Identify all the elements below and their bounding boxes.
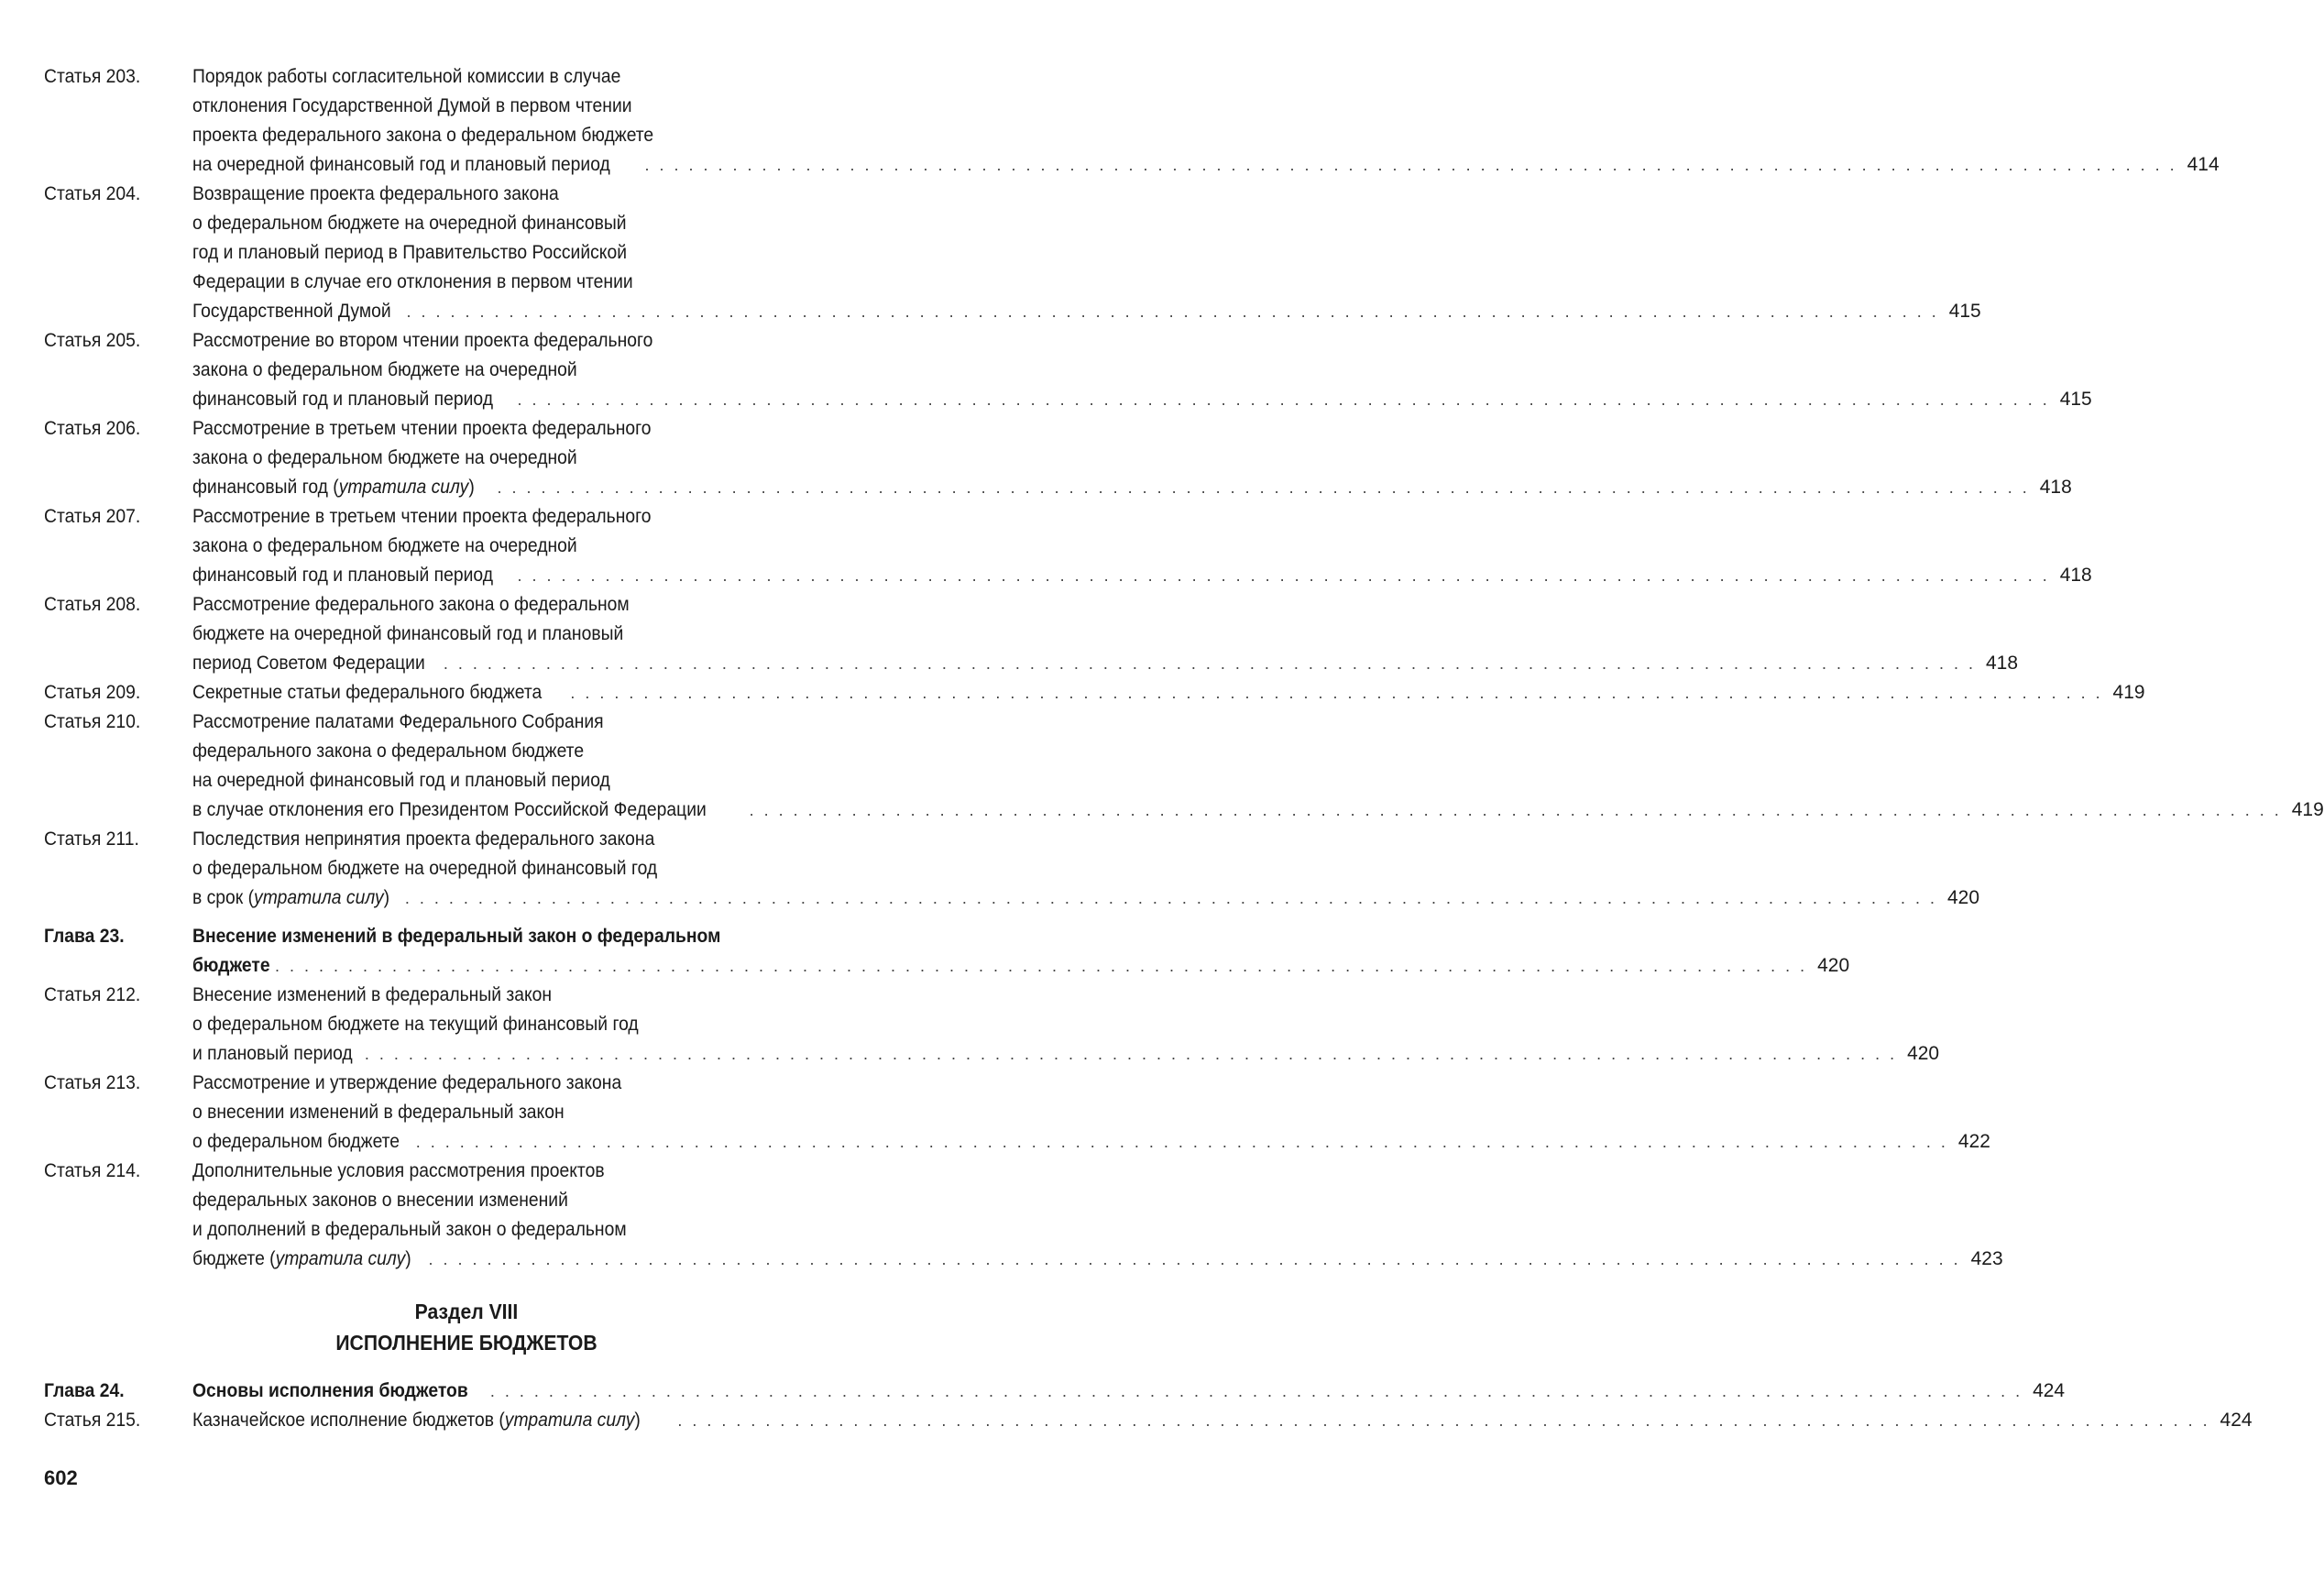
title-last-line: [192, 561, 2092, 590]
article-entry: [44, 981, 1940, 1069]
dot-leader: [672, 1406, 2215, 1435]
entry-label: Статья 203.: [44, 66, 141, 87]
title-text: финансовый год и плановый период: [192, 389, 493, 410]
chapter-entry: [44, 922, 1850, 981]
entry-title: [192, 981, 1939, 1069]
article-entry: [44, 62, 2220, 180]
dot-leader: [565, 678, 2108, 708]
title-last-text: бюджете (утратила силу): [192, 1248, 411, 1269]
title-last-text: [192, 297, 391, 326]
article-entry: [44, 326, 2092, 414]
page-ref: 424: [2220, 1410, 2253, 1431]
title-last-line: [192, 150, 2220, 180]
article-entry: [44, 1406, 2253, 1435]
article-entry: [44, 180, 1981, 326]
title-last-text: [192, 561, 493, 590]
title-last-line: [192, 473, 2072, 502]
page-number: 602: [44, 1466, 78, 1489]
entry-title: [192, 414, 2072, 502]
page-ref: 424: [2033, 1380, 2066, 1401]
entry-title: [192, 1406, 2253, 1435]
repealed-note: утратила силу: [338, 477, 469, 498]
page-ref: 420: [1907, 1043, 1940, 1064]
title-text: Основы исполнения бюджетов: [192, 1380, 468, 1401]
title-line: Рассмотрение и утверждение федерального закона: [192, 1072, 622, 1093]
title-text: о федеральном бюджете: [192, 1131, 400, 1152]
title-line: закона о федеральном бюджете на очередной: [192, 359, 577, 380]
title-last-text: [192, 1039, 353, 1069]
dot-leader: [438, 649, 1981, 678]
title-last-text: [192, 678, 542, 708]
chapter-23-group: [44, 922, 1850, 981]
chapter-entry: [44, 1377, 2066, 1406]
entry-label: Статья 210.: [44, 711, 141, 732]
entry-label: Статья 213.: [44, 1072, 141, 1093]
page-ref: 420: [1817, 955, 1850, 976]
page-ref: 415: [1948, 301, 1981, 322]
title-text: Государственной Думой: [192, 301, 391, 322]
entry-title: [192, 678, 2145, 708]
page-ref: 419: [2291, 799, 2324, 820]
title-line: Последствия непринятия проекта федерального закона: [192, 828, 655, 850]
entry-label: Глава 23.: [44, 926, 125, 947]
entry-title: [192, 708, 2324, 825]
title-last-text: [192, 951, 270, 981]
title-text: финансовый год: [192, 477, 328, 498]
entry-label: Статья 206.: [44, 418, 141, 439]
section-number: Раздел VIII: [414, 1300, 519, 1323]
title-line: Порядок работы согласительной комиссии в случае: [192, 66, 621, 87]
title-line: Внесение изменений в федеральный закон о федеральном: [192, 926, 721, 947]
article-entry: [44, 678, 2145, 708]
articles-group-2: [44, 981, 2003, 1274]
entry-title: [192, 1377, 2065, 1406]
entry-title: [192, 502, 2092, 590]
title-text: в срок: [192, 887, 244, 908]
dot-leader: [744, 795, 2287, 825]
article-entry: [44, 708, 2324, 825]
title-line: о федеральном бюджете на текущий финансовый год: [192, 1014, 639, 1035]
title-last-line: [192, 883, 1979, 913]
title-line: год и плановый период в Правительство Российской: [192, 242, 628, 263]
title-last-text: [192, 649, 425, 678]
title-line: о федеральном бюджете на очередной финансовый: [192, 213, 627, 234]
title-last-line: [192, 951, 1849, 981]
title-last-line: [192, 1377, 2065, 1406]
page-ref: 423: [1970, 1248, 2003, 1269]
dot-leader: [492, 473, 2035, 502]
title-text: бюджете: [192, 1248, 265, 1269]
entry-title: [192, 590, 2018, 678]
entry-title: [192, 1069, 1990, 1157]
page-ref: 418: [1985, 653, 2019, 674]
dot-leader: [411, 1127, 1954, 1157]
entry-label: Статья 209.: [44, 682, 141, 703]
title-line: Дополнительные условия рассмотрения проектов: [192, 1160, 605, 1181]
title-last-text: [192, 150, 610, 180]
title-line: Федерации в случае его отклонения в первом чтении: [192, 271, 633, 292]
title-last-line: [192, 1039, 1939, 1069]
page-ref: 422: [1957, 1131, 1990, 1152]
entry-label: Статья 214.: [44, 1160, 141, 1181]
entry-label: Статья 211.: [44, 828, 139, 850]
entry-label: Глава 24.: [44, 1380, 125, 1401]
page-ref: 420: [1946, 887, 1980, 908]
title-text: бюджете: [192, 955, 270, 976]
title-last-line: [192, 385, 2092, 414]
title-line: бюджете на очередной финансовый год и плановый: [192, 623, 624, 644]
title-line: Возвращение проекта федерального закона: [192, 183, 559, 204]
title-line: федерального закона о федеральном бюджете: [192, 741, 585, 762]
article-entry: [44, 1157, 2003, 1274]
entry-title: [192, 180, 1981, 326]
page-ref: 418: [2039, 477, 2072, 498]
section-heading: [78, 1296, 855, 1358]
dot-leader: [359, 1039, 1902, 1069]
entry-label: Статья 215.: [44, 1410, 141, 1431]
title-text: и плановый период: [192, 1043, 353, 1064]
title-last-line: [192, 795, 2324, 825]
title-text: на очередной финансовый год и плановый период: [192, 154, 610, 175]
title-last-line: [192, 1245, 2003, 1274]
dot-leader: [422, 1245, 1966, 1274]
entry-title: [192, 825, 1979, 913]
title-last-line: [192, 678, 2145, 708]
entry-label: Статья 204.: [44, 183, 141, 204]
dot-leader: [512, 385, 2055, 414]
table-of-contents: [44, 62, 2324, 1435]
entry-label: Статья 207.: [44, 506, 141, 527]
title-last-text: [192, 795, 707, 825]
title-line: Рассмотрение федерального закона о федеральном: [192, 594, 630, 615]
chapter-24-group: [44, 1377, 2066, 1406]
repealed-note: утратила силу: [504, 1410, 635, 1431]
title-line: Внесение изменений в федеральный закон: [192, 984, 553, 1005]
dot-leader: [512, 561, 2055, 590]
title-line: отклонения Государственной Думой в первом чтении: [192, 95, 632, 116]
entry-label: Статья 205.: [44, 330, 141, 351]
entry-label: Статья 208.: [44, 594, 141, 615]
dot-leader: [269, 951, 1813, 981]
title-line: закона о федеральном бюджете на очередной: [192, 535, 577, 556]
entry-title: [192, 1157, 2003, 1274]
entry-title: [192, 922, 1849, 981]
entry-title: [192, 62, 2220, 180]
title-last-line: [192, 1127, 1990, 1157]
title-line: и дополнений в федеральный закон о федеральном: [192, 1219, 627, 1240]
article-entry: [44, 414, 2072, 502]
title-last-text: [192, 1377, 468, 1406]
page-ref: 414: [2187, 154, 2220, 175]
entry-title: [192, 326, 2092, 414]
title-last-line: [192, 1406, 2253, 1435]
title-text: Секретные статьи федерального бюджета: [192, 682, 543, 703]
title-line: Рассмотрение во втором чтении проекта федерального: [192, 330, 653, 351]
articles-group-1: [44, 62, 2324, 913]
title-text: период Советом Федерации: [192, 653, 425, 674]
title-line: о внесении изменений в федеральный закон: [192, 1102, 565, 1123]
title-line: Рассмотрение в третьем чтении проекта федерального: [192, 506, 652, 527]
title-last-text: Казначейское исполнение бюджетов (утратила силу): [192, 1410, 641, 1431]
title-last-text: [192, 385, 493, 414]
page-ref: 419: [2112, 682, 2145, 703]
article-entry: [44, 590, 2019, 678]
title-last-line: [192, 649, 2018, 678]
repealed-note: утратила силу: [275, 1248, 406, 1269]
page-ref: 415: [2059, 389, 2092, 410]
title-last-text: в срок (утратила силу): [192, 887, 390, 908]
title-line: о федеральном бюджете на очередной финансовый год: [192, 858, 658, 879]
title-line: Рассмотрение в третьем чтении проекта федерального: [192, 418, 652, 439]
title-last-text: финансовый год (утратила силу): [192, 477, 475, 498]
title-line: федеральных законов о внесении изменений: [192, 1190, 568, 1211]
article-entry: [44, 825, 1980, 913]
dot-leader: [400, 883, 1943, 913]
repealed-note: утратила силу: [254, 887, 384, 908]
title-text: в случае отклонения его Президентом Российской Федерации: [192, 799, 707, 820]
title-last-line: [192, 297, 1981, 326]
entry-label: Статья 212.: [44, 984, 141, 1005]
title-text: Казначейское исполнение бюджетов: [192, 1410, 495, 1431]
page-ref: 418: [2059, 565, 2092, 586]
article-215-group: [44, 1406, 2253, 1435]
dot-leader: [401, 297, 1945, 326]
title-text: финансовый год и плановый период: [192, 565, 493, 586]
title-line: на очередной финансовый год и плановый период: [192, 770, 610, 791]
article-entry: [44, 1069, 1990, 1157]
article-entry: [44, 502, 2092, 590]
title-last-text: [192, 1127, 400, 1157]
title-line: Рассмотрение палатами Федерального Собрания: [192, 711, 604, 732]
dot-leader: [485, 1377, 2028, 1406]
section-title: ИСПОЛНЕНИЕ БЮДЖЕТОВ: [335, 1331, 597, 1355]
title-line: закона о федеральном бюджете на очередной: [192, 447, 577, 468]
title-line: проекта федерального закона о федеральном бюджете: [192, 125, 654, 146]
dot-leader: [639, 150, 2182, 180]
